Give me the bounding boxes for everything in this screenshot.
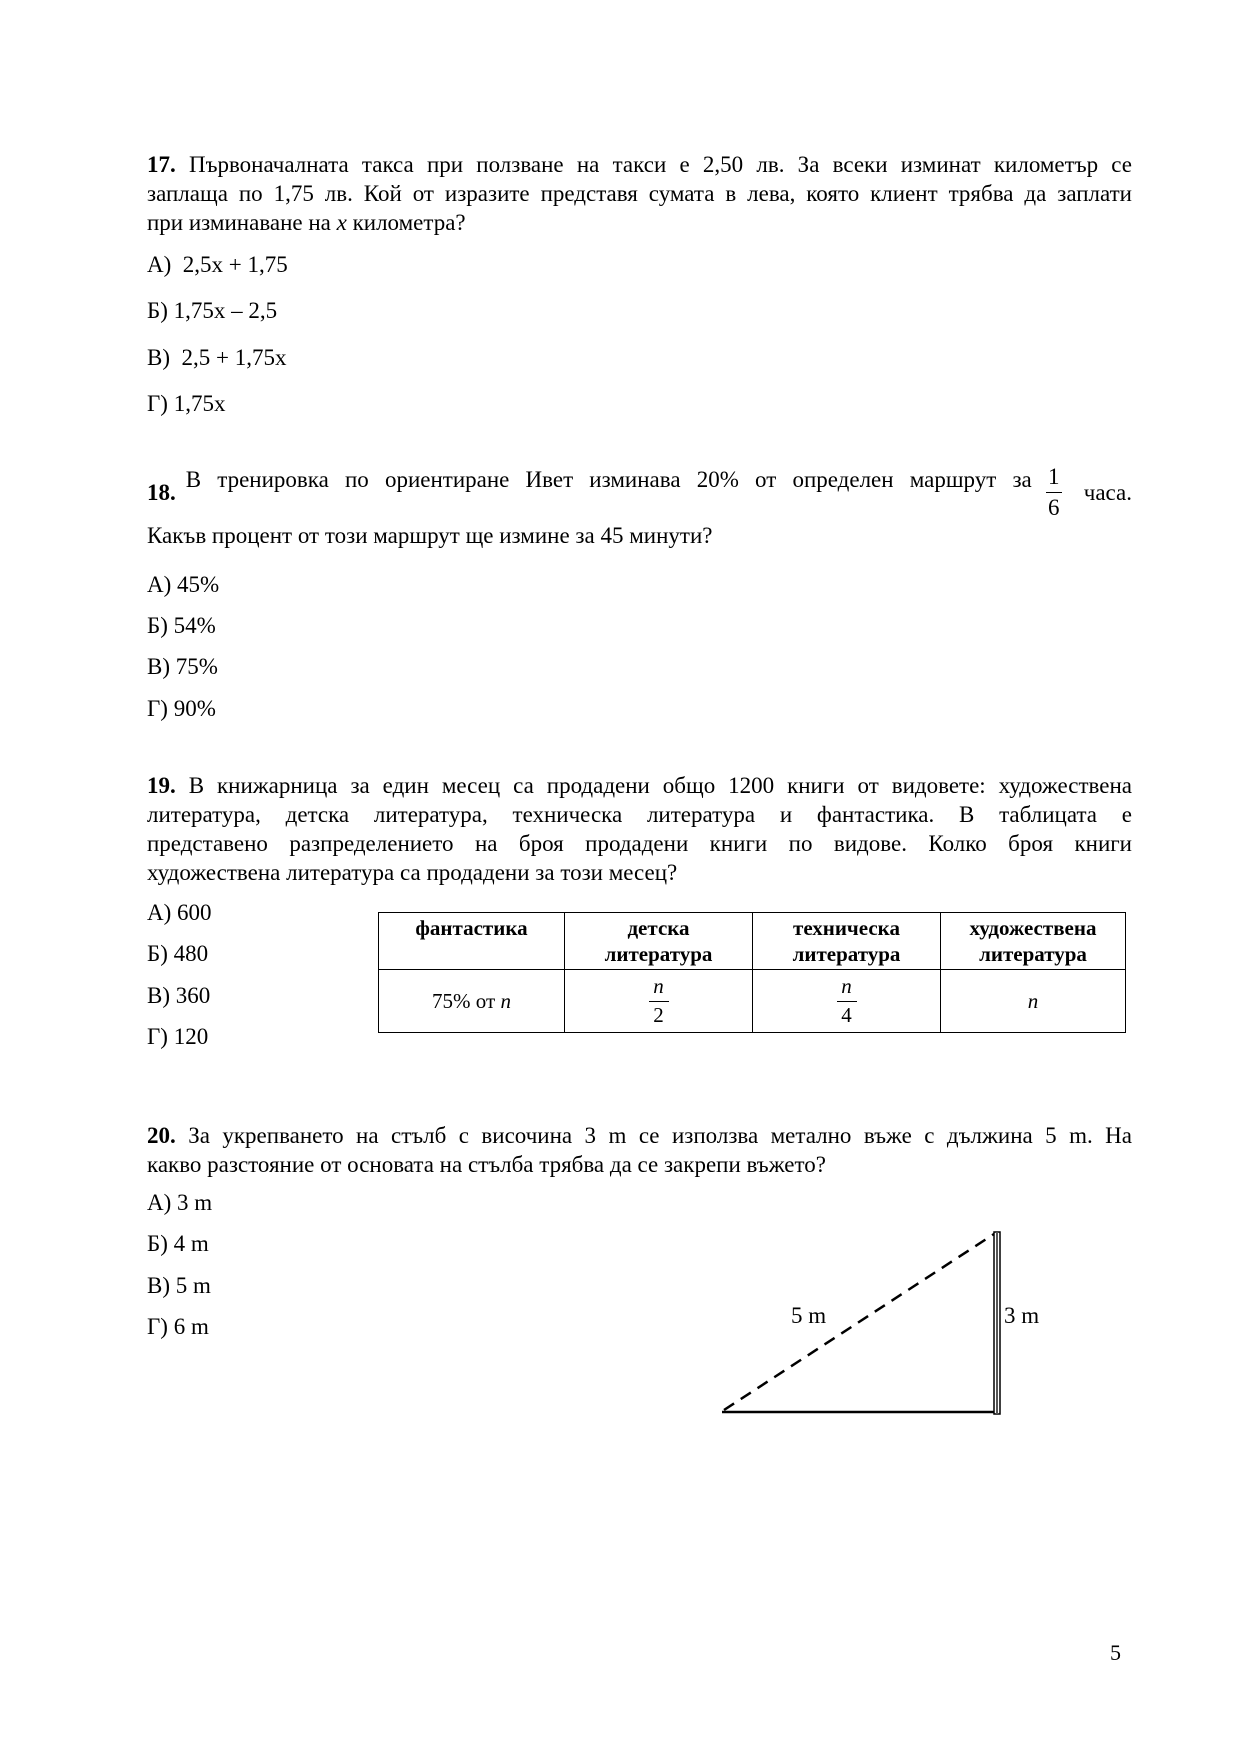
book-distribution-table	[378, 912, 1126, 1033]
table-header-row	[379, 913, 1126, 970]
answer-option-18-a[interactable]: А) 45%	[147, 572, 220, 597]
question-18-text: 18. В тренировка по ориентиране Ивет изминава 20% от определен маршрут за $\frac{1}{6}$ часа. Какъв процент от този маршрут ще измине за 45 минути?	[147, 464, 1132, 548]
answer-option-17-d[interactable]: Г) 1,75x	[147, 391, 226, 416]
answer-option-18-c[interactable]: В) 75%	[147, 654, 218, 679]
table-header-cell: детска литература	[565, 913, 753, 970]
question-number: 17.	[147, 152, 176, 177]
question-number: 18.	[147, 479, 176, 505]
rope-length-label: 5 m	[791, 1303, 827, 1328]
answer-option-18-d[interactable]: Г) 90%	[147, 696, 216, 721]
answer-option-20-c[interactable]: В) 5 m	[147, 1273, 211, 1298]
fraction: $\frac{n}{4}$	[837, 976, 857, 1026]
answer-option-20-b[interactable]: Б) 4 m	[147, 1231, 209, 1256]
pole-rope-diagram	[700, 1220, 1060, 1440]
answer-option-20-d[interactable]: Г) 6 m	[147, 1314, 209, 1339]
math-expression: 1,75x	[173, 391, 226, 416]
page-number: 5	[1110, 1640, 1121, 1665]
question-19-text: 19. В книжарница за един месец са продадени общо 1200 книги от видовете: художествена литература, детска литература, техническа литература и фантастика. В таблицата е представено разпределението на броя продадени книги по видове. Колко броя книги художествена литература са продадени за този месец?	[147, 773, 1133, 885]
math-expression: 1,75x – 2,5	[173, 298, 278, 323]
rope-line	[724, 1234, 994, 1410]
answer-option-19-b[interactable]: Б) 480	[147, 941, 209, 966]
table-cell: n	[941, 970, 1126, 1033]
math-expression: 2,5 + 1,75x	[181, 345, 287, 370]
table-header-cell: художествена литература	[941, 913, 1126, 970]
table-row	[379, 970, 1126, 1033]
answer-option-19-c[interactable]: В) 360	[147, 983, 211, 1008]
question-17-text: 17. Първоначалната такса при ползване на такси е 2,50 лв. За всеки изминат километър се заплаща по 1,75 лв. Кой от изразите представя сумата в лева, която клиент трябва да заплати при изминаване на x километра?	[147, 152, 1133, 235]
fraction: $\frac{1}{6}$	[1046, 465, 1062, 519]
question-20-text: 20. За укрепването на стълб с височина 3 m се използва метално въже с дължина 5 m. На какво разстояние от основата на стълба трябва да се закрепи въжето?	[147, 1123, 1133, 1177]
answer-option-17-a[interactable]: А) 2,5x + 1,75	[147, 252, 288, 277]
table-header-cell: фантастика	[379, 913, 565, 970]
answer-option-19-a[interactable]: А) 600	[147, 900, 212, 925]
table-cell	[565, 970, 753, 1033]
answer-option-19-d[interactable]: Г) 120	[147, 1024, 209, 1049]
question-number: 20.	[147, 1123, 176, 1148]
answer-option-17-b[interactable]: Б) 1,75x – 2,5	[147, 298, 278, 323]
question-number: 19.	[147, 773, 176, 798]
answer-option-18-b[interactable]: Б) 54%	[147, 613, 216, 638]
fraction: $\frac{n}{2}$	[649, 976, 669, 1026]
math-expression: 2,5x + 1,75	[182, 252, 288, 277]
answer-option-17-c[interactable]: В) 2,5 + 1,75x	[147, 345, 287, 370]
pole-height-label: 3 m	[1004, 1303, 1040, 1328]
table-header-cell: техническа литература	[753, 913, 941, 970]
table-cell: 75% от n	[379, 970, 565, 1033]
answer-option-20-a[interactable]: А) 3 m	[147, 1190, 213, 1215]
table-cell	[753, 970, 941, 1033]
